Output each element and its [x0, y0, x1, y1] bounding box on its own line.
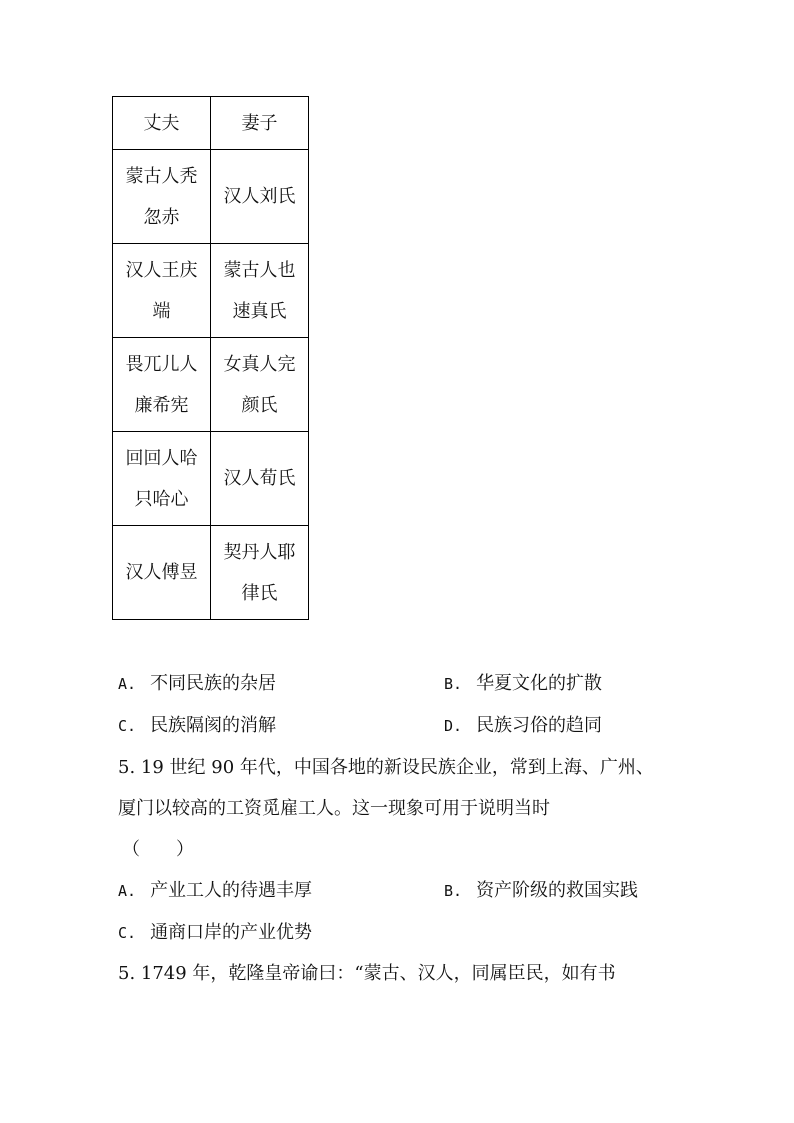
- wife-cell: 蒙古人也 速真氏: [211, 244, 309, 338]
- table-row: [113, 150, 309, 244]
- q5-stem-line-1: 5. 19 世纪 90 年代，中国各地的新设民族企业，常到上海、广州、: [118, 757, 654, 778]
- q5-option-a[interactable]: A. 产业工人的待遇丰厚: [118, 880, 313, 901]
- husband-cell: 汉人傅昱: [113, 526, 211, 620]
- table-row: [113, 244, 309, 338]
- husband-cell: 汉人王庆 端: [113, 244, 211, 338]
- wife-cell: 契丹人耶 律氏: [211, 526, 309, 620]
- husband-cell: 回回人哈 只哈心: [113, 432, 211, 526]
- table-row: [113, 526, 309, 620]
- wife-cell: 汉人荀氏: [211, 432, 309, 526]
- wife-cell: 汉人刘氏: [211, 150, 309, 244]
- wife-cell: 女真人完 颜氏: [211, 338, 309, 432]
- header-husband: 丈夫: [113, 97, 211, 150]
- husband-cell: 畏兀儿人 廉希宪: [113, 338, 211, 432]
- q4-option-b[interactable]: B. 华夏文化的扩散: [444, 673, 603, 694]
- table-row: [113, 338, 309, 432]
- q5-option-c[interactable]: C. 通商口岸的产业优势: [118, 922, 313, 943]
- q4-option-a[interactable]: A. 不同民族的杂居: [118, 673, 277, 694]
- q5-option-b[interactable]: B. 资产阶级的救国实践: [444, 880, 639, 901]
- table-row: [113, 432, 309, 526]
- marriage-table: [112, 96, 309, 620]
- q5-answer-blank: （ ）: [122, 839, 194, 860]
- table-header-row: [113, 97, 309, 150]
- husband-cell: 蒙古人秃 忽赤: [113, 150, 211, 244]
- q4-option-c[interactable]: C. 民族隔阂的消解: [118, 715, 277, 736]
- q5-stem-line-2: 厦门以较高的工资觅雇工人。这一现象可用于说明当时: [118, 798, 550, 819]
- q4-option-d[interactable]: D. 民族习俗的趋同: [444, 715, 603, 736]
- q6-stem-line-1: 5. 1749 年，乾隆皇帝谕曰：“蒙古、汉人，同属臣民，如有书: [118, 963, 616, 984]
- header-wife: 妻子: [211, 97, 309, 150]
